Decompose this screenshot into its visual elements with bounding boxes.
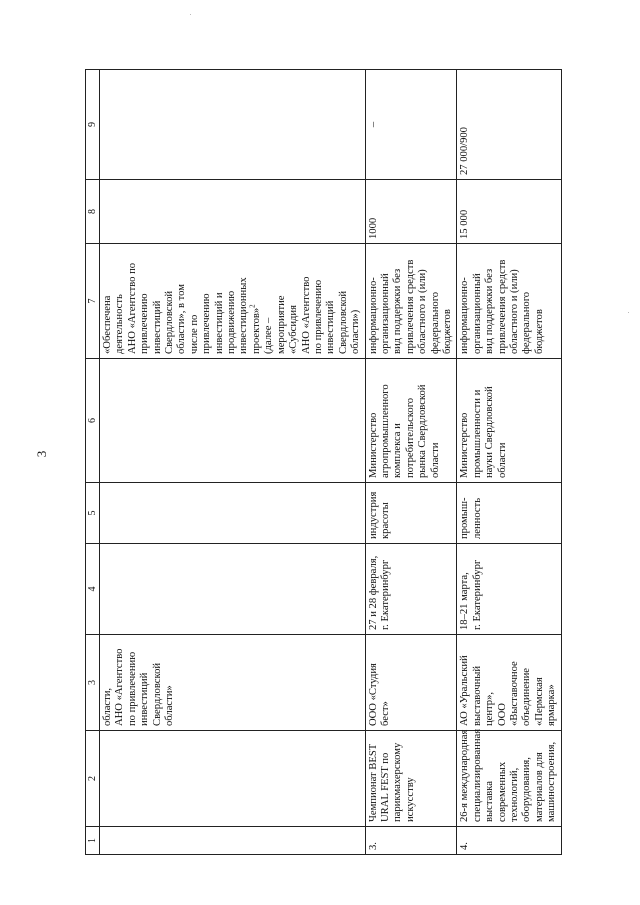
cell-line: бюджетов	[441, 309, 453, 354]
cell-line: «Субсидия	[288, 305, 300, 354]
table-row	[457, 70, 561, 855]
cell-line: области,	[102, 687, 113, 726]
cell-line: специализированная	[471, 728, 483, 822]
cell-line: Свердловской	[164, 290, 176, 354]
column-header-7: 7	[86, 244, 100, 359]
event-name-cell	[100, 731, 366, 827]
cell-line: инвестиций и	[213, 292, 225, 354]
column-header-5: 5	[86, 483, 100, 544]
cell-line: привлечения средств	[496, 259, 508, 354]
scan-speck	[190, 14, 191, 15]
cell-line: URAL FEST по	[379, 752, 391, 822]
cell-line: ООО «Студия	[367, 663, 379, 726]
column-header-9: 9	[86, 70, 100, 180]
cell-line: выставочный	[471, 665, 483, 726]
cell-line: инвестиций	[151, 300, 163, 354]
cell-line: по привлечению	[126, 651, 138, 726]
industry-cell	[365, 483, 457, 544]
table-row	[365, 70, 457, 855]
cell-line: потребительского	[404, 397, 416, 478]
ministry-cell	[457, 359, 561, 483]
cell-line: информационно-	[459, 277, 471, 354]
cell-line: АНО «Агентство по	[126, 262, 138, 354]
cell-line: «Обеспечена	[102, 295, 113, 354]
cell-line: Министерство	[367, 412, 379, 478]
cell-line: областного и (или)	[417, 269, 429, 354]
cell-line: деятельность	[114, 294, 126, 354]
cell-line: по привлечению	[312, 279, 324, 354]
cell-line: Свердловской	[337, 290, 349, 354]
scan-speck	[628, 312, 629, 313]
column-header-6: 6	[86, 359, 100, 483]
events-table	[85, 69, 562, 855]
cell-line: вид поддержки без	[484, 268, 496, 354]
cell-line: «Выставочное	[509, 661, 520, 726]
table-row	[100, 70, 366, 855]
cell-line: области	[429, 442, 441, 478]
cell-line: инвестиций	[139, 672, 151, 726]
cell-line: «Пермская	[533, 677, 545, 726]
cell-line: ООО	[496, 703, 508, 726]
event-name-cell	[365, 731, 457, 827]
cell-line: объединение	[521, 668, 533, 726]
cell-line: индустрия	[367, 491, 379, 539]
footnote-mark: 2	[248, 304, 257, 308]
cell-line: организационный	[471, 273, 483, 354]
cell-line: ленность	[471, 497, 483, 539]
ministry-cell	[365, 359, 457, 483]
cell-line: привлечению	[139, 293, 151, 354]
cell-line: агропромышленного	[379, 384, 391, 478]
cell-line: федерального	[429, 291, 441, 354]
date-place-cell	[457, 544, 561, 635]
date-place-cell	[365, 544, 457, 635]
support-type-cell	[457, 244, 561, 359]
cell-line: центр»,	[484, 691, 496, 726]
cell-line: области»	[164, 685, 176, 726]
cell-line: области»)	[350, 309, 362, 354]
cell-line: Чемпионат BEST	[367, 743, 379, 822]
column-header-4: 4	[86, 544, 100, 635]
industry-cell	[457, 483, 561, 544]
organizer-cell	[365, 635, 457, 731]
cell-line: промыш-	[459, 497, 471, 539]
column-header-1: 1	[86, 827, 100, 855]
cell-line: АНО «Агентство	[114, 648, 126, 726]
ministry-cell	[100, 359, 366, 483]
cell-line: проектов»$^2$	[248, 304, 262, 354]
budget-cell: –	[365, 70, 457, 180]
cell-line: АО «Уральский	[459, 655, 471, 726]
cell-line: ярмарка»	[546, 684, 558, 726]
cell-line: науки Свердловской	[484, 386, 496, 478]
cell-line: привлечения средств	[404, 259, 416, 354]
row-number-cell	[100, 827, 366, 855]
cell-line: привлечению	[201, 293, 213, 354]
column-header-3: 3	[86, 635, 100, 731]
row-number-cell: 4.	[457, 827, 561, 855]
cell-line: инвестиционных	[238, 277, 250, 354]
cell-line: вид поддержки без	[392, 268, 404, 354]
budget-cell: 27 000/900	[457, 70, 561, 180]
cell-line: красоты	[379, 502, 391, 539]
budget-cell	[100, 70, 366, 180]
cell-line: комплекса и	[392, 423, 404, 478]
cell-line: области», в том	[176, 284, 188, 354]
cell-line: бест»	[379, 701, 391, 726]
column-header-2: 2	[86, 731, 100, 827]
rotated-table-frame	[85, 70, 558, 855]
cell-line: современных	[496, 761, 508, 822]
cell-line: Министерство	[459, 412, 471, 478]
cell-line: материалов для	[533, 752, 545, 822]
cell-line: числе по	[188, 314, 200, 354]
cell-line: промышленности и	[471, 389, 483, 478]
date-place-cell	[100, 544, 366, 635]
cell-line: области	[496, 442, 508, 478]
cell-line: оборудования,	[521, 757, 533, 822]
cell-line: машиностроения,	[546, 741, 558, 822]
support-type-cell	[100, 244, 366, 359]
industry-cell	[100, 483, 366, 544]
support-type-cell	[365, 244, 457, 359]
cell-line: Свердловской	[151, 662, 163, 726]
cell-line: выставка	[484, 781, 496, 822]
cell-line: парикмахерскому	[392, 742, 404, 822]
cell-line: областного и (или)	[509, 269, 520, 354]
participants-cell	[100, 180, 366, 244]
cell-line: мероприятие	[275, 295, 287, 354]
cell-line: АНО «Агентство	[300, 276, 312, 354]
cell-line: организационный	[379, 273, 391, 354]
cell-line: искусству	[404, 777, 416, 822]
cell-line: 18–21 марта,	[459, 572, 471, 630]
cell-line: технологий,	[509, 767, 520, 822]
cell-line: бюджетов	[533, 309, 545, 354]
row-number-cell: 3.	[365, 827, 457, 855]
cell-line: продвижению	[226, 290, 238, 354]
participants-cell: 1000	[365, 180, 457, 244]
cell-line: рынка Свердловской	[417, 384, 429, 478]
table-header-row	[86, 70, 100, 855]
cell-line: информационно-	[367, 277, 379, 354]
page-number: 3	[34, 450, 49, 458]
cell-line: 27 и 28 февраля,	[367, 555, 379, 630]
organizer-cell	[100, 635, 366, 731]
participants-cell: 15 000	[457, 180, 561, 244]
cell-line: г. Екатеринбург	[471, 559, 483, 630]
column-header-8: 8	[86, 180, 100, 244]
cell-line: инвестиций	[325, 300, 337, 354]
organizer-cell	[457, 635, 561, 731]
event-name-cell	[457, 728, 561, 827]
cell-line: (далее –	[263, 317, 275, 354]
cell-line: г. Екатеринбург	[379, 559, 391, 630]
cell-line: 26-я международная	[459, 729, 471, 822]
cell-line: федерального	[521, 291, 533, 354]
